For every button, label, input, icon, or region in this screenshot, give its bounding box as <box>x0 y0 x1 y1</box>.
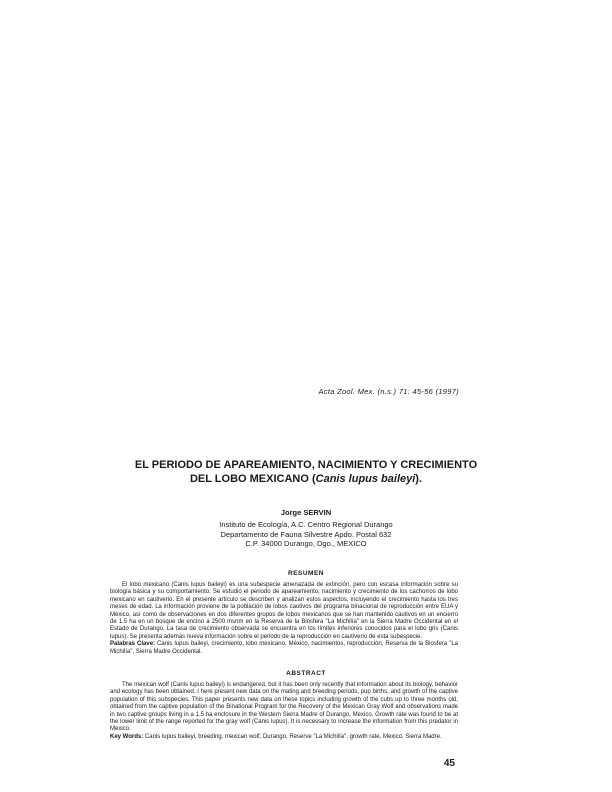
resumen-heading: RESUMEN <box>287 570 324 577</box>
author-name: Jorge SERVIN <box>280 508 332 517</box>
resumen-body <box>110 582 458 656</box>
abstract-body <box>110 682 458 741</box>
author-affiliation <box>150 520 462 549</box>
abstract-keywords-list: Canis lupus baileyi, breeding, mexican wolf, Durango, Reserve "La Michilía", growth rate, Mexico, Sierra Madre. <box>144 733 442 740</box>
affiliation-line: Instituto de Ecología, A.C. Centro Regional Durango <box>219 520 393 529</box>
abstract-heading: ABSTRACT <box>286 670 326 677</box>
affiliation-line: Departamento de Fauna Silvestre Apdo. Postal 632 <box>220 529 392 539</box>
title-line-2-suffix: ). <box>415 473 423 485</box>
paper-title <box>110 458 502 486</box>
page-number: 45 <box>443 758 455 769</box>
abstract-paragraph: The mexican wolf (Canis lupus baileyi) is endangered, but it has been only recently that information about its biology, behavior and ecology has been obtained. I here present new data on the mating and breeding periods, pup births, and growth of the captive population of this subspecies. This paper presents new data on these topics including growth of the cubs up to three months old, obtained from the captive population of the Binational Program for the Recovery of the Mexican Gray Wolf and observations made in two captive groups living in a 1.5 ha enclosure in the Western Sierra Madre of Durango, Mexico. Growth rate was found to be at the lower limit of the range reported for the gray wolf (Canis lupus). It is necessary to increase the information from this predator in Mexico. <box>110 682 458 733</box>
abstract-keywords <box>110 734 458 741</box>
title-scientific-name: Canis lupus baileyi <box>315 473 416 485</box>
resumen-keywords <box>110 641 458 656</box>
affiliation-line: C.P. 34000 Durango, Dgo., MEXICO <box>245 539 367 548</box>
resumen-keywords-list: Canis lupus baileyi, crecimiento, lobo mexicano, México, nacimientos, reproducción, Reserva de la Biosfera "La Michilía", Sierra Madre Occidental. <box>110 641 458 655</box>
title-line-2 <box>110 472 502 486</box>
title-line-2-prefix: DEL LOBO MEXICANO ( <box>189 473 316 485</box>
resumen-keywords-label: Palabras Clave: <box>110 641 156 648</box>
journal-citation: Acta Zool. Mex. (n.s.) 71: 45-56 (1997) <box>318 387 459 396</box>
resumen-paragraph: El lobo mexicano (Canis lupus baileyi) es una subespecie amenazada de extinción, pero con escasa información sobre su biología básica y su comportamiento. Se estudió el periodo de apareamiento, nacimiento y crecimiento de los cachorros de lobo mexicano en cautiverio. En el presente artículo se describen y analizan estos aspectos, incluyendo el crecimiento hasta los tres meses de edad. La información proviene de la población de lobos cautivos del programa binacional de reproducción entre EUA y México, así como de observaciones en dos diferentes grupos de lobos mexicanos que se han mantenido cautivos en un encierro de 1.5 ha en un bosque de encino a 2500 msnm en la Reserva de la Biosfera "La Michilía" en la Sierra Madre Occidental en el Estado de Durango. La tasa de crecimiento observada se encuentra en los límites inferiores conocidos para el lobo gris (Canis lupus). Se presenta además nueva información sobre el periodo de la reproducción en cautiverio de esta subespecie. <box>110 582 458 640</box>
title-line-1: EL PERIODO DE APAREAMIENTO, NACIMIENTO Y CRECIMIENTO <box>134 459 478 471</box>
abstract-keywords-label: Key Words: <box>110 733 144 740</box>
